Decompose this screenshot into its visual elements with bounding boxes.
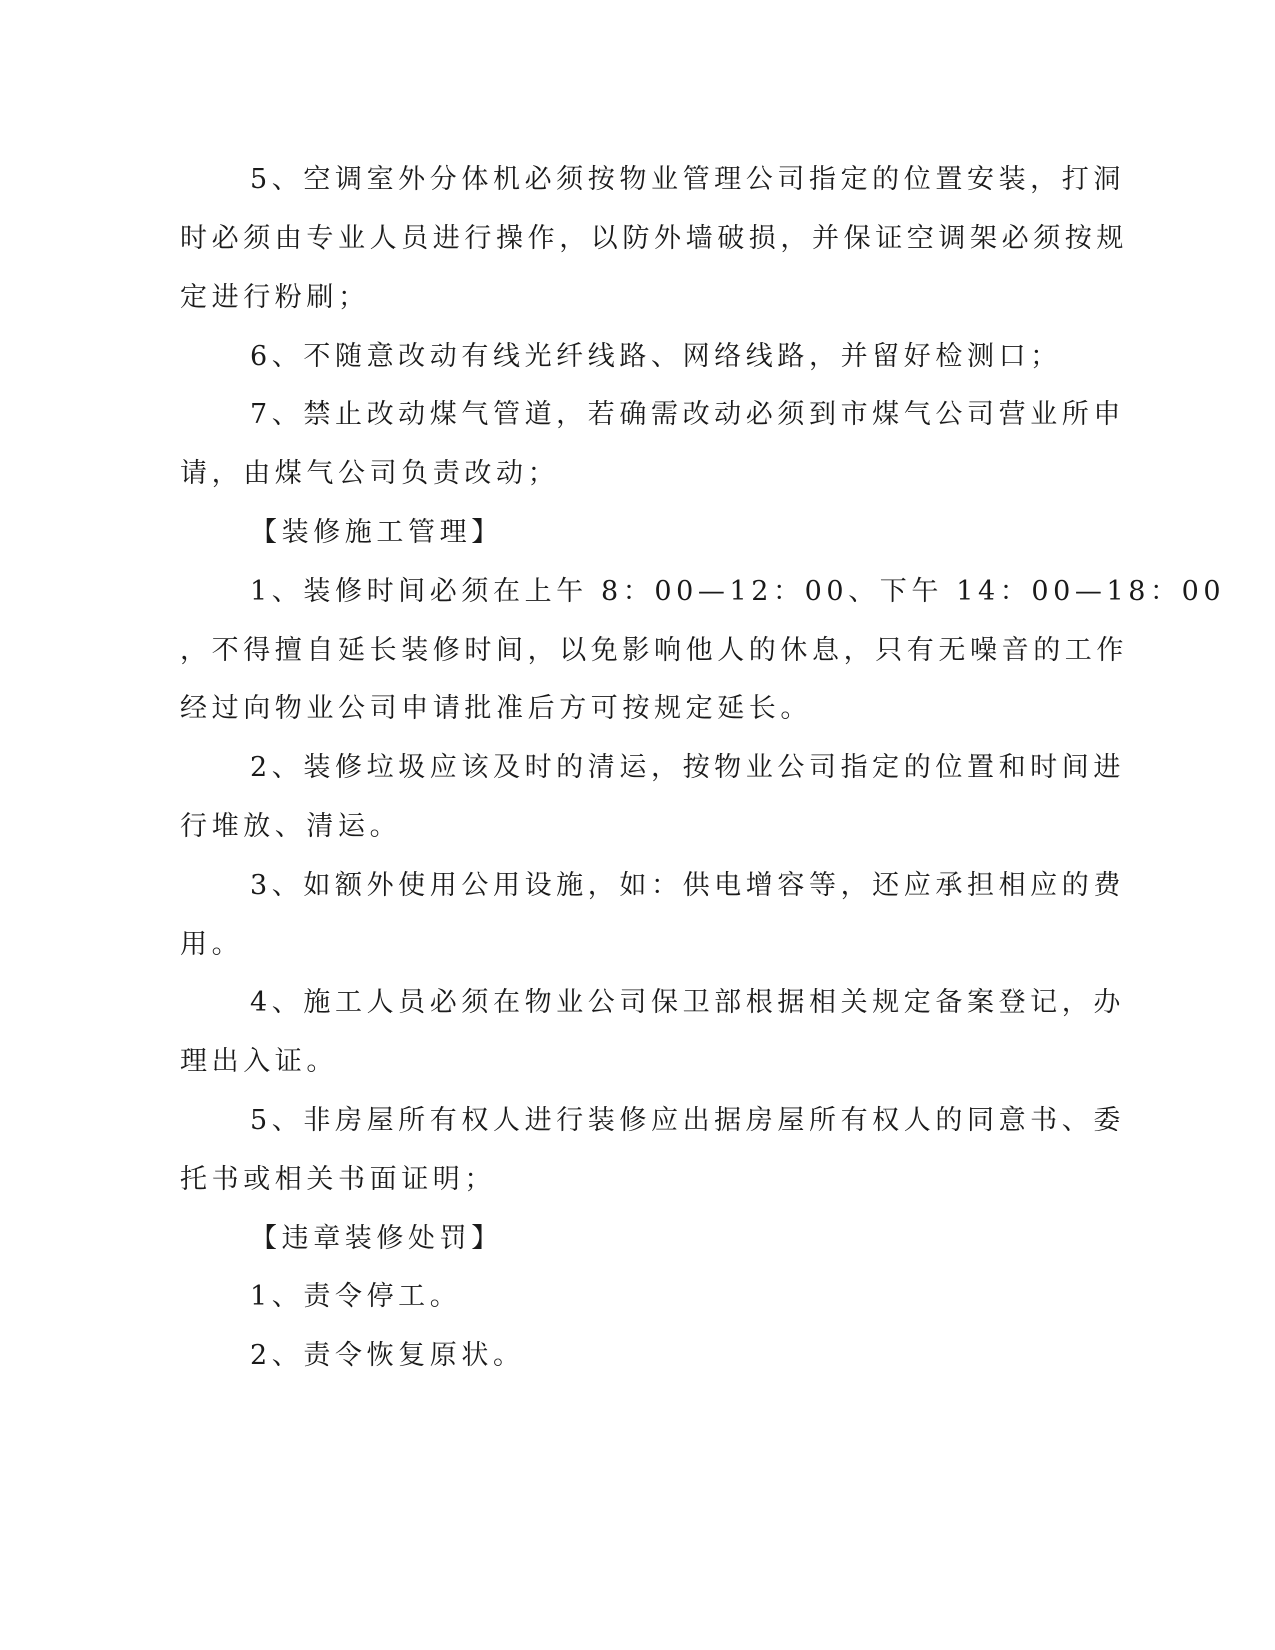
paragraph-line: 1、装修时间必须在上午 8：00—12：00、下午 14：00—18：00 xyxy=(250,576,1226,607)
paragraph-line: 托书或相关书面证明； xyxy=(180,1164,496,1195)
paragraph-line: 3、如额外使用公用设施，如：供电增容等，还应承担相应的费 xyxy=(250,870,1125,901)
paragraph-line: 理出入证。 xyxy=(180,1046,338,1077)
paragraph-line: 6、不随意改动有线光纤线路、网络线路，并留好检测口； xyxy=(250,341,1062,372)
paragraph-line: 用。 xyxy=(180,929,244,960)
paragraph-line: 7、禁止改动煤气管道，若确需改动必须到市煤气公司营业所申 xyxy=(250,399,1125,430)
paragraph-line: 定进行粉刷； xyxy=(180,282,370,313)
paragraph-line: 4、施工人员必须在物业公司保卫部根据相关规定备案登记，办 xyxy=(250,987,1125,1018)
paragraph-line: 2、装修垃圾应该及时的清运，按物业公司指定的位置和时间进 xyxy=(250,752,1125,783)
paragraph-line: ，不得擅自延长装修时间，以免影响他人的休息，只有无噪音的工作 xyxy=(180,635,1128,666)
paragraph-line: 2、责令恢复原状。 xyxy=(250,1340,525,1371)
paragraph-line: 5、空调室外分体机必须按物业管理公司指定的位置安装，打洞 xyxy=(250,164,1125,195)
paragraph-line: 请，由煤气公司负责改动； xyxy=(180,458,560,489)
section-heading: 【违章装修处罚】 xyxy=(250,1223,503,1254)
paragraph-line: 5、非房屋所有权人进行装修应出据房屋所有权人的同意书、委 xyxy=(250,1105,1125,1136)
paragraph-line: 1、责令停工。 xyxy=(250,1281,462,1312)
paragraph-line: 经过向物业公司申请批准后方可按规定延长。 xyxy=(180,693,812,724)
paragraph-line: 时必须由专业人员进行操作，以防外墙破损，并保证空调架必须按规 xyxy=(180,223,1128,254)
section-heading: 【装修施工管理】 xyxy=(250,517,503,548)
paragraph-line: 行堆放、清运。 xyxy=(180,811,402,842)
